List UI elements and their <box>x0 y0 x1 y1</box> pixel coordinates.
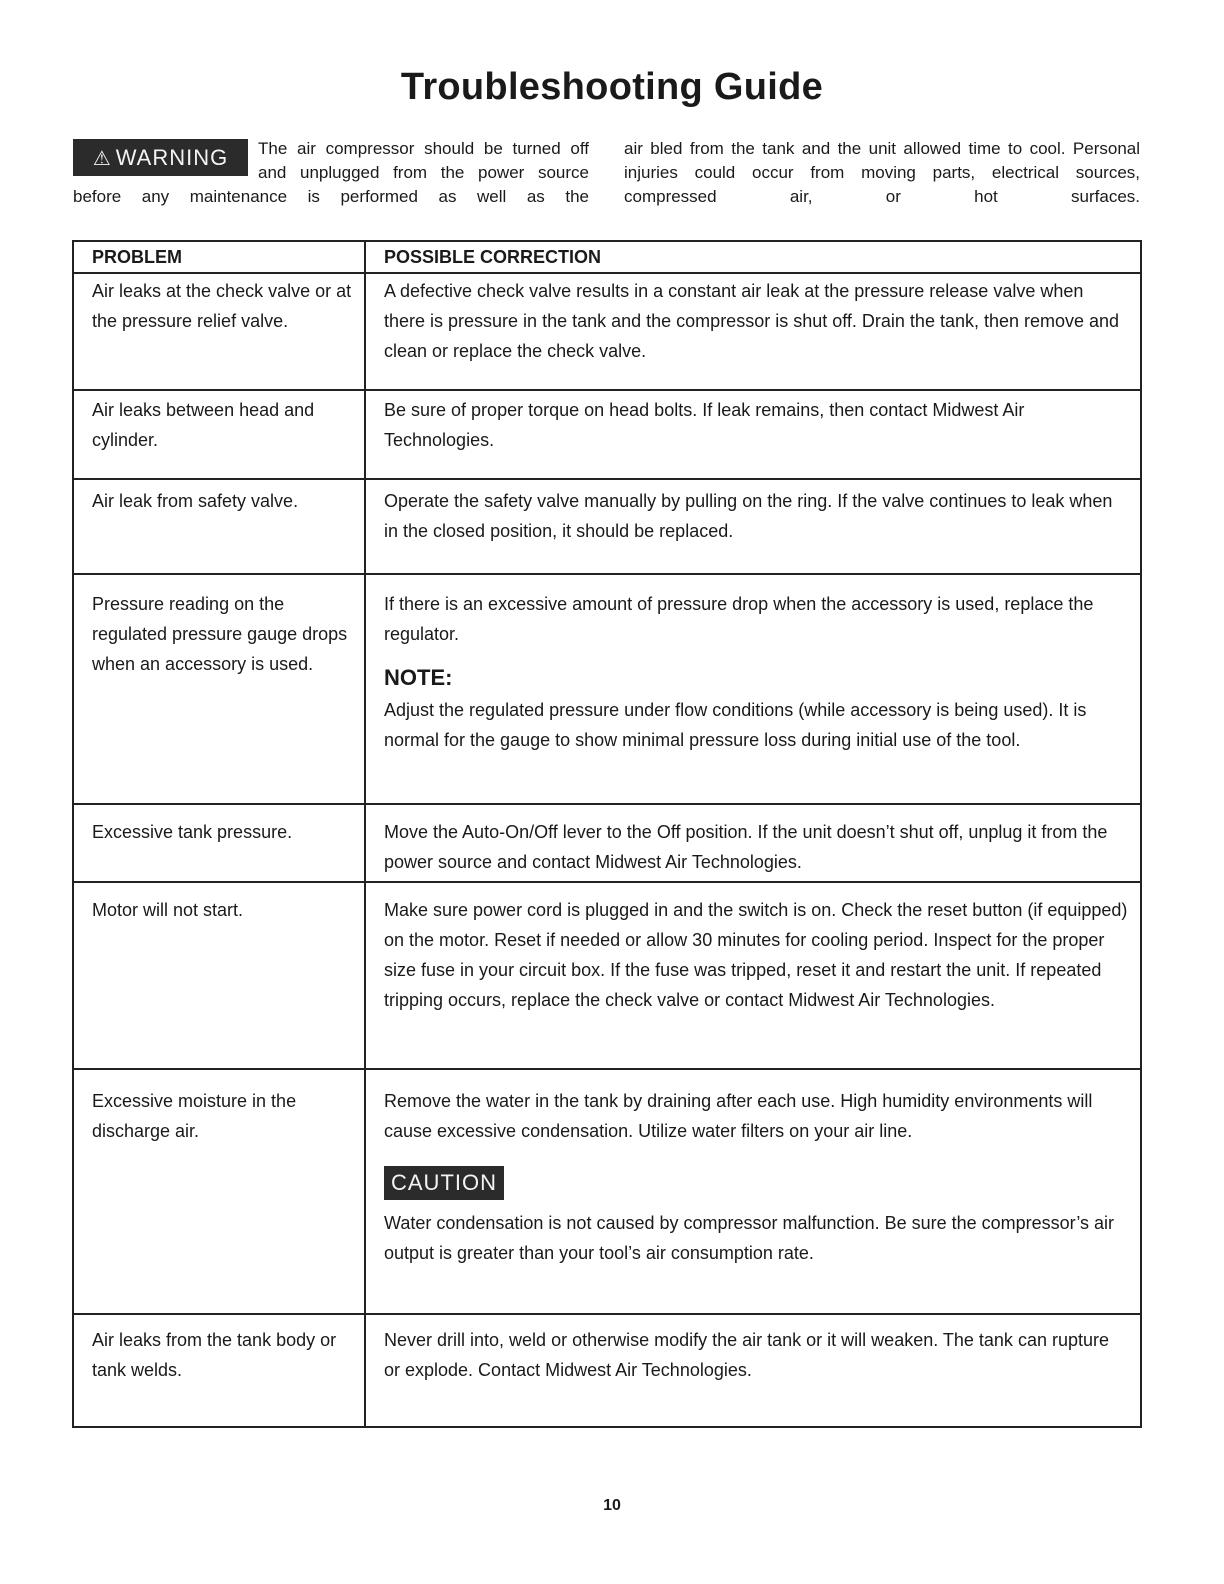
problem-cell: Air leaks between head and cylinder. <box>73 390 365 479</box>
problem-cell: Pressure reading on the regulated pressure gauge drops when an accessory is used. <box>73 574 365 804</box>
correction-cell: Make sure power cord is plugged in and the switch is on. Check the reset button (if equipped) on the motor. Reset if needed or allow 30 minutes for cooling period. Inspect for the proper size fuse in your circuit box. If the fuse was tripped, reset it and restart the unit. If repeated tripping occurs, replace the check valve or contact Midwest Air Technologies. <box>365 882 1141 1069</box>
correction-text: Remove the water in the tank by draining after each use. High humidity environments will cause excessive condensation. Utilize water filters on your air line. <box>384 1091 1093 1141</box>
correction-cell: Be sure of proper torque on head bolts. If leak remains, then contact Midwest Air Technologies. <box>365 390 1141 479</box>
note-label: NOTE: <box>384 665 453 690</box>
correction-cell <box>365 574 1141 804</box>
correction-cell: A defective check valve results in a constant air leak at the pressure release valve when there is pressure in the tank and the compressor is shut off. Drain the tank, then remove and clean or replace the check valve. <box>365 273 1141 390</box>
problem-cell: Excessive moisture in the discharge air. <box>73 1069 365 1314</box>
warning-right-paragraph: air bled from the tank and the unit allowed time to cool. Personal injuries could occur from moving parts, electrical sources, compressed air, or hot surfaces. <box>624 139 1140 206</box>
correction-cell: Move the Auto-On/Off lever to the Off position. If the unit doesn’t shut off, unplug it from the power source and contact Midwest Air Technologies. <box>365 804 1141 882</box>
warning-text-right <box>624 137 1140 209</box>
note-text: Adjust the regulated pressure under flow conditions (while accessory is being used). It is normal for the gauge to show minimal pressure loss during initial use of the tool. <box>384 700 1087 750</box>
caution-badge: CAUTION <box>384 1166 504 1200</box>
table-row <box>73 1069 1141 1314</box>
page-number: 10 <box>603 1497 621 1514</box>
correction-text: If there is an excessive amount of pressure drop when the accessory is used, replace the regulator. <box>384 594 1094 644</box>
table-header-row <box>73 241 1141 273</box>
table-row <box>73 804 1141 882</box>
warning-triangle-icon: ⚠ <box>92 148 112 170</box>
warning-badge-label: WARNING <box>115 145 229 170</box>
problem-cell: Air leak from safety valve. <box>73 479 365 574</box>
problem-cell: Motor will not start. <box>73 882 365 1069</box>
problem-column-header: PROBLEM <box>73 241 365 273</box>
warning-left-paragraph: The air compressor should be turned off and unplugged from the power source before any maintenance is performed as well as the <box>73 139 589 206</box>
correction-column-header: POSSIBLE CORRECTION <box>365 241 1141 273</box>
table-row <box>73 1314 1141 1427</box>
problem-cell: Air leaks at the check valve or at the pressure relief valve. <box>73 273 365 390</box>
table-row <box>73 882 1141 1069</box>
table-row <box>73 574 1141 804</box>
problem-cell: Excessive tank pressure. <box>73 804 365 882</box>
correction-cell <box>365 1069 1141 1314</box>
table-row <box>73 390 1141 479</box>
warning-badge <box>73 139 248 176</box>
warning-text-left <box>73 137 589 209</box>
caution-text: Water condensation is not caused by compressor malfunction. Be sure the compressor’s air output is greater than your tool’s air consumption rate. <box>384 1213 1115 1263</box>
correction-cell: Never drill into, weld or otherwise modify the air tank or it will weaken. The tank can rupture or explode. Contact Midwest Air Technologies. <box>365 1314 1141 1427</box>
correction-cell: Operate the safety valve manually by pulling on the ring. If the valve continues to leak when in the closed position, it should be replaced. <box>365 479 1141 574</box>
table-row <box>73 479 1141 574</box>
page-title: Troubleshooting Guide <box>400 66 824 108</box>
troubleshooting-table <box>72 240 1142 1428</box>
problem-cell: Air leaks from the tank body or tank welds. <box>73 1314 365 1427</box>
table-row <box>73 273 1141 390</box>
